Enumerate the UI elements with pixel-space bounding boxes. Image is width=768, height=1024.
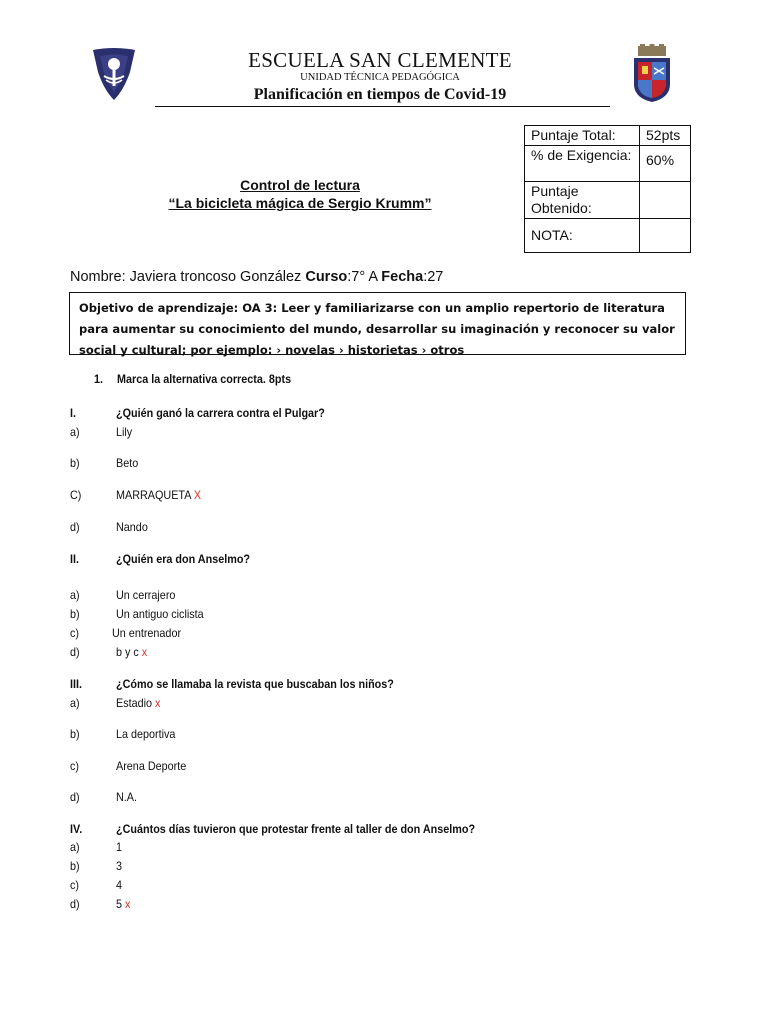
option-text[interactable]	[116, 897, 130, 911]
score-row-obtenido	[525, 182, 691, 219]
option-text[interactable]	[116, 588, 175, 602]
option-label: Arena Deporte	[116, 759, 187, 773]
option-label: Un antiguo ciclista	[116, 607, 204, 621]
score-label: Puntaje Obtenido:	[525, 182, 640, 219]
header-divider	[155, 106, 610, 107]
option-text[interactable]	[112, 626, 181, 640]
option-letter: b)	[70, 727, 80, 741]
score-table	[524, 125, 691, 253]
option-letter: C)	[70, 488, 82, 502]
option-letter: b)	[70, 456, 80, 470]
score-value	[640, 182, 691, 219]
option-label: Estadio	[116, 696, 153, 710]
option-label: 1	[116, 840, 123, 854]
option-label: 3	[116, 859, 123, 873]
course-value: :7° A	[347, 269, 382, 285]
option-text[interactable]	[116, 859, 122, 873]
option-label: Beto	[116, 456, 139, 470]
option-letter: a)	[70, 588, 80, 602]
option-text[interactable]	[116, 645, 147, 659]
score-label: NOTA:	[525, 219, 640, 253]
plan-title: Planificación en tiempos de Covid-19	[253, 86, 507, 103]
score-row-nota	[525, 219, 691, 253]
option-letter: c)	[70, 878, 79, 892]
question-text: ¿Quién era don Anselmo?	[116, 552, 251, 566]
score-value: 60%	[640, 146, 691, 182]
option-label: MARRAQUETA	[116, 488, 191, 502]
question-text: ¿Cómo se llamaba la revista que buscaban los niños?	[116, 677, 394, 691]
score-row-total	[525, 126, 691, 146]
question-text: ¿Cuántos días tuvieron que protestar frente al taller de don Anselmo?	[116, 822, 476, 836]
name-label: Nombre:	[70, 269, 126, 285]
option-text[interactable]	[116, 425, 132, 439]
answer-mark: x	[122, 897, 131, 911]
score-value: 52pts	[640, 126, 691, 146]
municipal-coat-of-arms-logo	[630, 44, 674, 104]
option-text[interactable]	[116, 790, 137, 804]
option-letter: d)	[70, 897, 80, 911]
option-text[interactable]	[116, 456, 138, 470]
date-value: :27	[423, 269, 444, 285]
option-text[interactable]	[116, 759, 186, 773]
option-label: 4	[116, 878, 123, 892]
option-label: Lily	[116, 425, 133, 439]
option-label: La deportiva	[116, 727, 176, 741]
answer-mark: x	[138, 645, 148, 659]
option-letter: b)	[70, 859, 80, 873]
score-value	[640, 219, 691, 253]
option-text[interactable]	[116, 696, 160, 710]
option-label: Un cerrajero	[116, 588, 176, 602]
question-numeral: I.	[70, 406, 77, 420]
option-label: Nando	[116, 520, 148, 534]
option-letter: c)	[70, 759, 79, 773]
question-numeral: III.	[70, 677, 83, 691]
option-letter: d)	[70, 645, 80, 659]
option-letter: b)	[70, 607, 80, 621]
date-label: Fecha	[381, 269, 424, 285]
option-label: N.A.	[116, 790, 138, 804]
learning-objective-box: Objetivo de aprendizaje: OA 3: Leer y familiarizarse con un amplio repertorio de literatura para aumentar su conocimiento del mundo, desarrollar su imaginación y reconocer su valor social y cultural; por ejemplo: › novelas › historietas › otros	[69, 292, 686, 355]
unit-name: UNIDAD TÉCNICA PEDAGÓGICA	[300, 72, 460, 83]
score-label: Puntaje Total:	[525, 126, 640, 146]
section-number: 1.	[94, 372, 104, 386]
option-letter: c)	[70, 626, 79, 640]
option-letter: d)	[70, 520, 80, 534]
option-letter: a)	[70, 696, 80, 710]
score-label: % de Exigencia:	[525, 146, 640, 182]
book-title: “La bicicleta mágica de Sergio Krumm”	[168, 195, 432, 211]
option-text[interactable]	[116, 607, 204, 621]
option-text[interactable]	[116, 488, 201, 502]
option-label: b y c	[116, 645, 139, 659]
student-name: Javiera troncoso González	[125, 269, 306, 285]
option-label: Un entrenador	[112, 626, 182, 640]
question-numeral: IV.	[70, 822, 83, 836]
answer-mark: X	[190, 488, 202, 502]
student-info-line	[70, 269, 443, 285]
option-letter: a)	[70, 425, 80, 439]
option-text[interactable]	[116, 727, 175, 741]
question-text: ¿Quién ganó la carrera contra el Pulgar?	[116, 406, 325, 420]
answer-mark: x	[152, 696, 161, 710]
school-name: ESCUELA SAN CLEMENTE	[248, 48, 512, 72]
section-instruction: Marca la alternativa correcta. 8pts	[117, 372, 292, 386]
question-numeral: II.	[70, 552, 80, 566]
score-row-exigencia	[525, 146, 691, 182]
course-label: Curso	[305, 269, 348, 285]
option-text[interactable]	[116, 840, 122, 854]
control-title: Control de lectura	[240, 177, 360, 193]
option-text[interactable]	[116, 878, 122, 892]
school-crest-logo	[90, 46, 138, 102]
option-text[interactable]	[116, 520, 148, 534]
option-letter: d)	[70, 790, 80, 804]
option-label: 5	[116, 897, 123, 911]
option-letter: a)	[70, 840, 80, 854]
